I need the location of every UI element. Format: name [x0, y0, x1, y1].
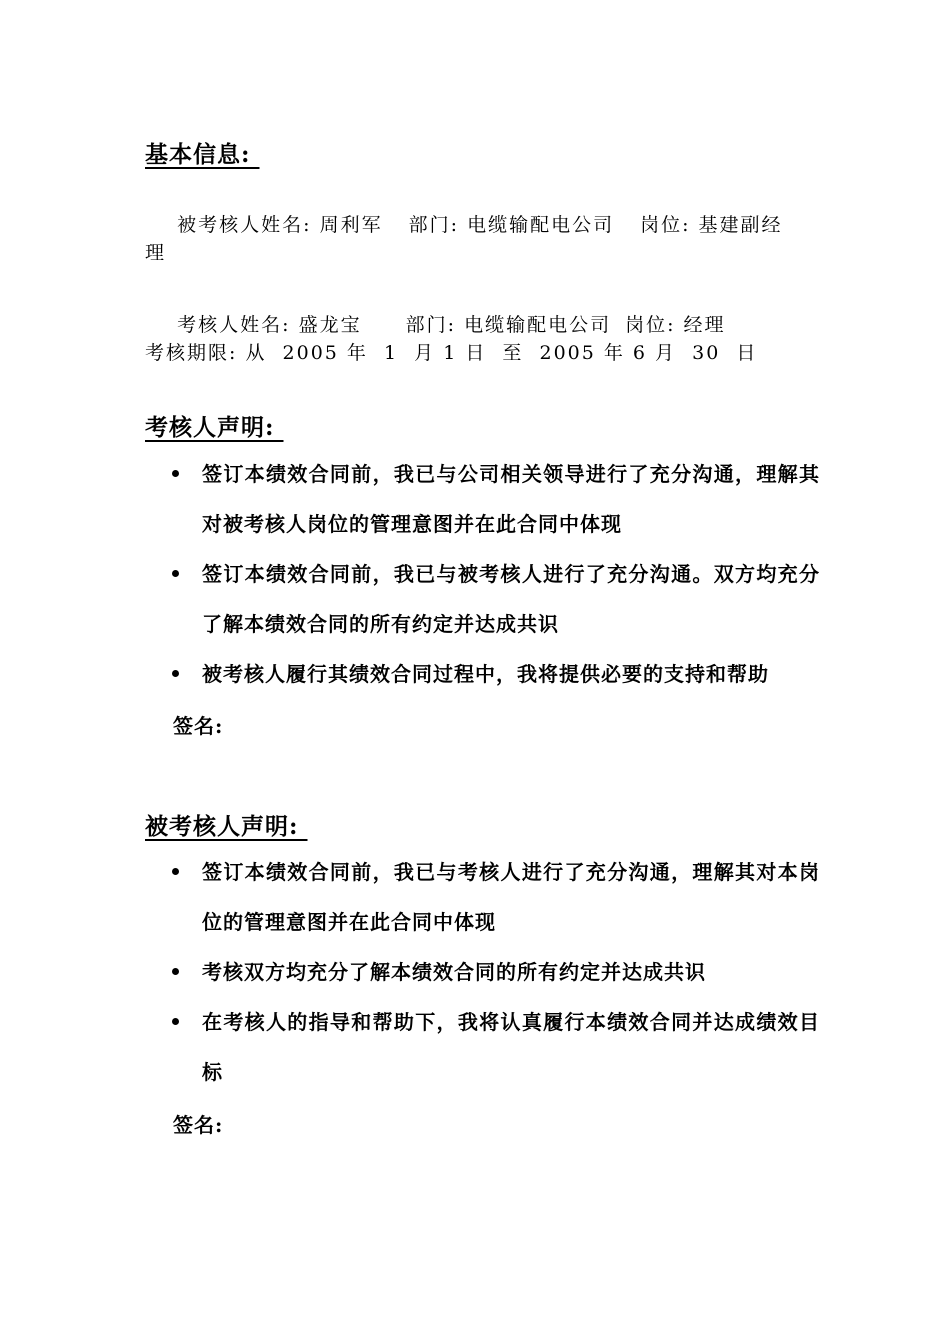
reviewer-position: 岗位: 经理: [625, 314, 726, 336]
list-item-text: 被考核人履行其绩效合同过程中，我将提供必要的支持和帮助: [202, 662, 769, 686]
reviewee-statement-title: 被考核人声明:: [145, 813, 308, 840]
list-item-text: 在考核人的指导和帮助下，我将认真履行本绩效合同并达成绩效目标: [202, 1010, 820, 1084]
bullet-icon: [172, 570, 179, 577]
list-item: [170, 449, 820, 549]
reviewee-position: 岗位: 基建副经: [640, 214, 783, 236]
list-item-text: 考核双方均充分了解本绩效合同的所有约定并达成共识: [202, 960, 706, 984]
list-item-text: 签订本绩效合同前，我已与被考核人进行了充分沟通。双方均充分了解本绩效合同的所有约定并达成共识: [202, 562, 820, 636]
reviewer-statement-list: [170, 449, 820, 699]
bullet-icon: [172, 1018, 179, 1025]
list-item: [170, 649, 820, 699]
reviewer-signature-label: 签名:: [173, 714, 224, 738]
bullet-icon: [172, 470, 179, 477]
list-item: [170, 549, 820, 649]
reviewee-statement-list: [170, 847, 820, 1097]
reviewer-department: 部门: 电缆输配电公司: [405, 314, 612, 336]
list-item-text: 签订本绩效合同前，我已与考核人进行了充分沟通，理解其对本岗位的管理意图并在此合同中体现: [202, 860, 820, 934]
list-item: [170, 997, 820, 1097]
reviewer-name: 考核人姓名: 盛龙宝: [177, 314, 362, 336]
list-item: [170, 847, 820, 947]
bullet-icon: [172, 968, 179, 975]
reviewee-department: 部门: 电缆输配电公司: [408, 214, 615, 236]
reviewee-signature-label: 签名:: [173, 1113, 224, 1137]
bullet-icon: [172, 868, 179, 875]
review-period: 考核期限: 从 2005 年 1 月 1 日 至 2005 年 6 月 30 日: [145, 342, 758, 364]
list-item-text: 签订本绩效合同前，我已与公司相关领导进行了充分沟通，理解其对被考核人岗位的管理意图并在此合同中体现: [202, 462, 820, 536]
basic-info-title: 基本信息:: [145, 141, 260, 168]
reviewee-position-wrap: 理: [145, 242, 167, 264]
reviewer-statement-title: 考核人声明:: [145, 414, 284, 441]
reviewee-name: 被考核人姓名: 周利军: [177, 214, 383, 236]
bullet-icon: [172, 670, 179, 677]
list-item: [170, 947, 820, 997]
